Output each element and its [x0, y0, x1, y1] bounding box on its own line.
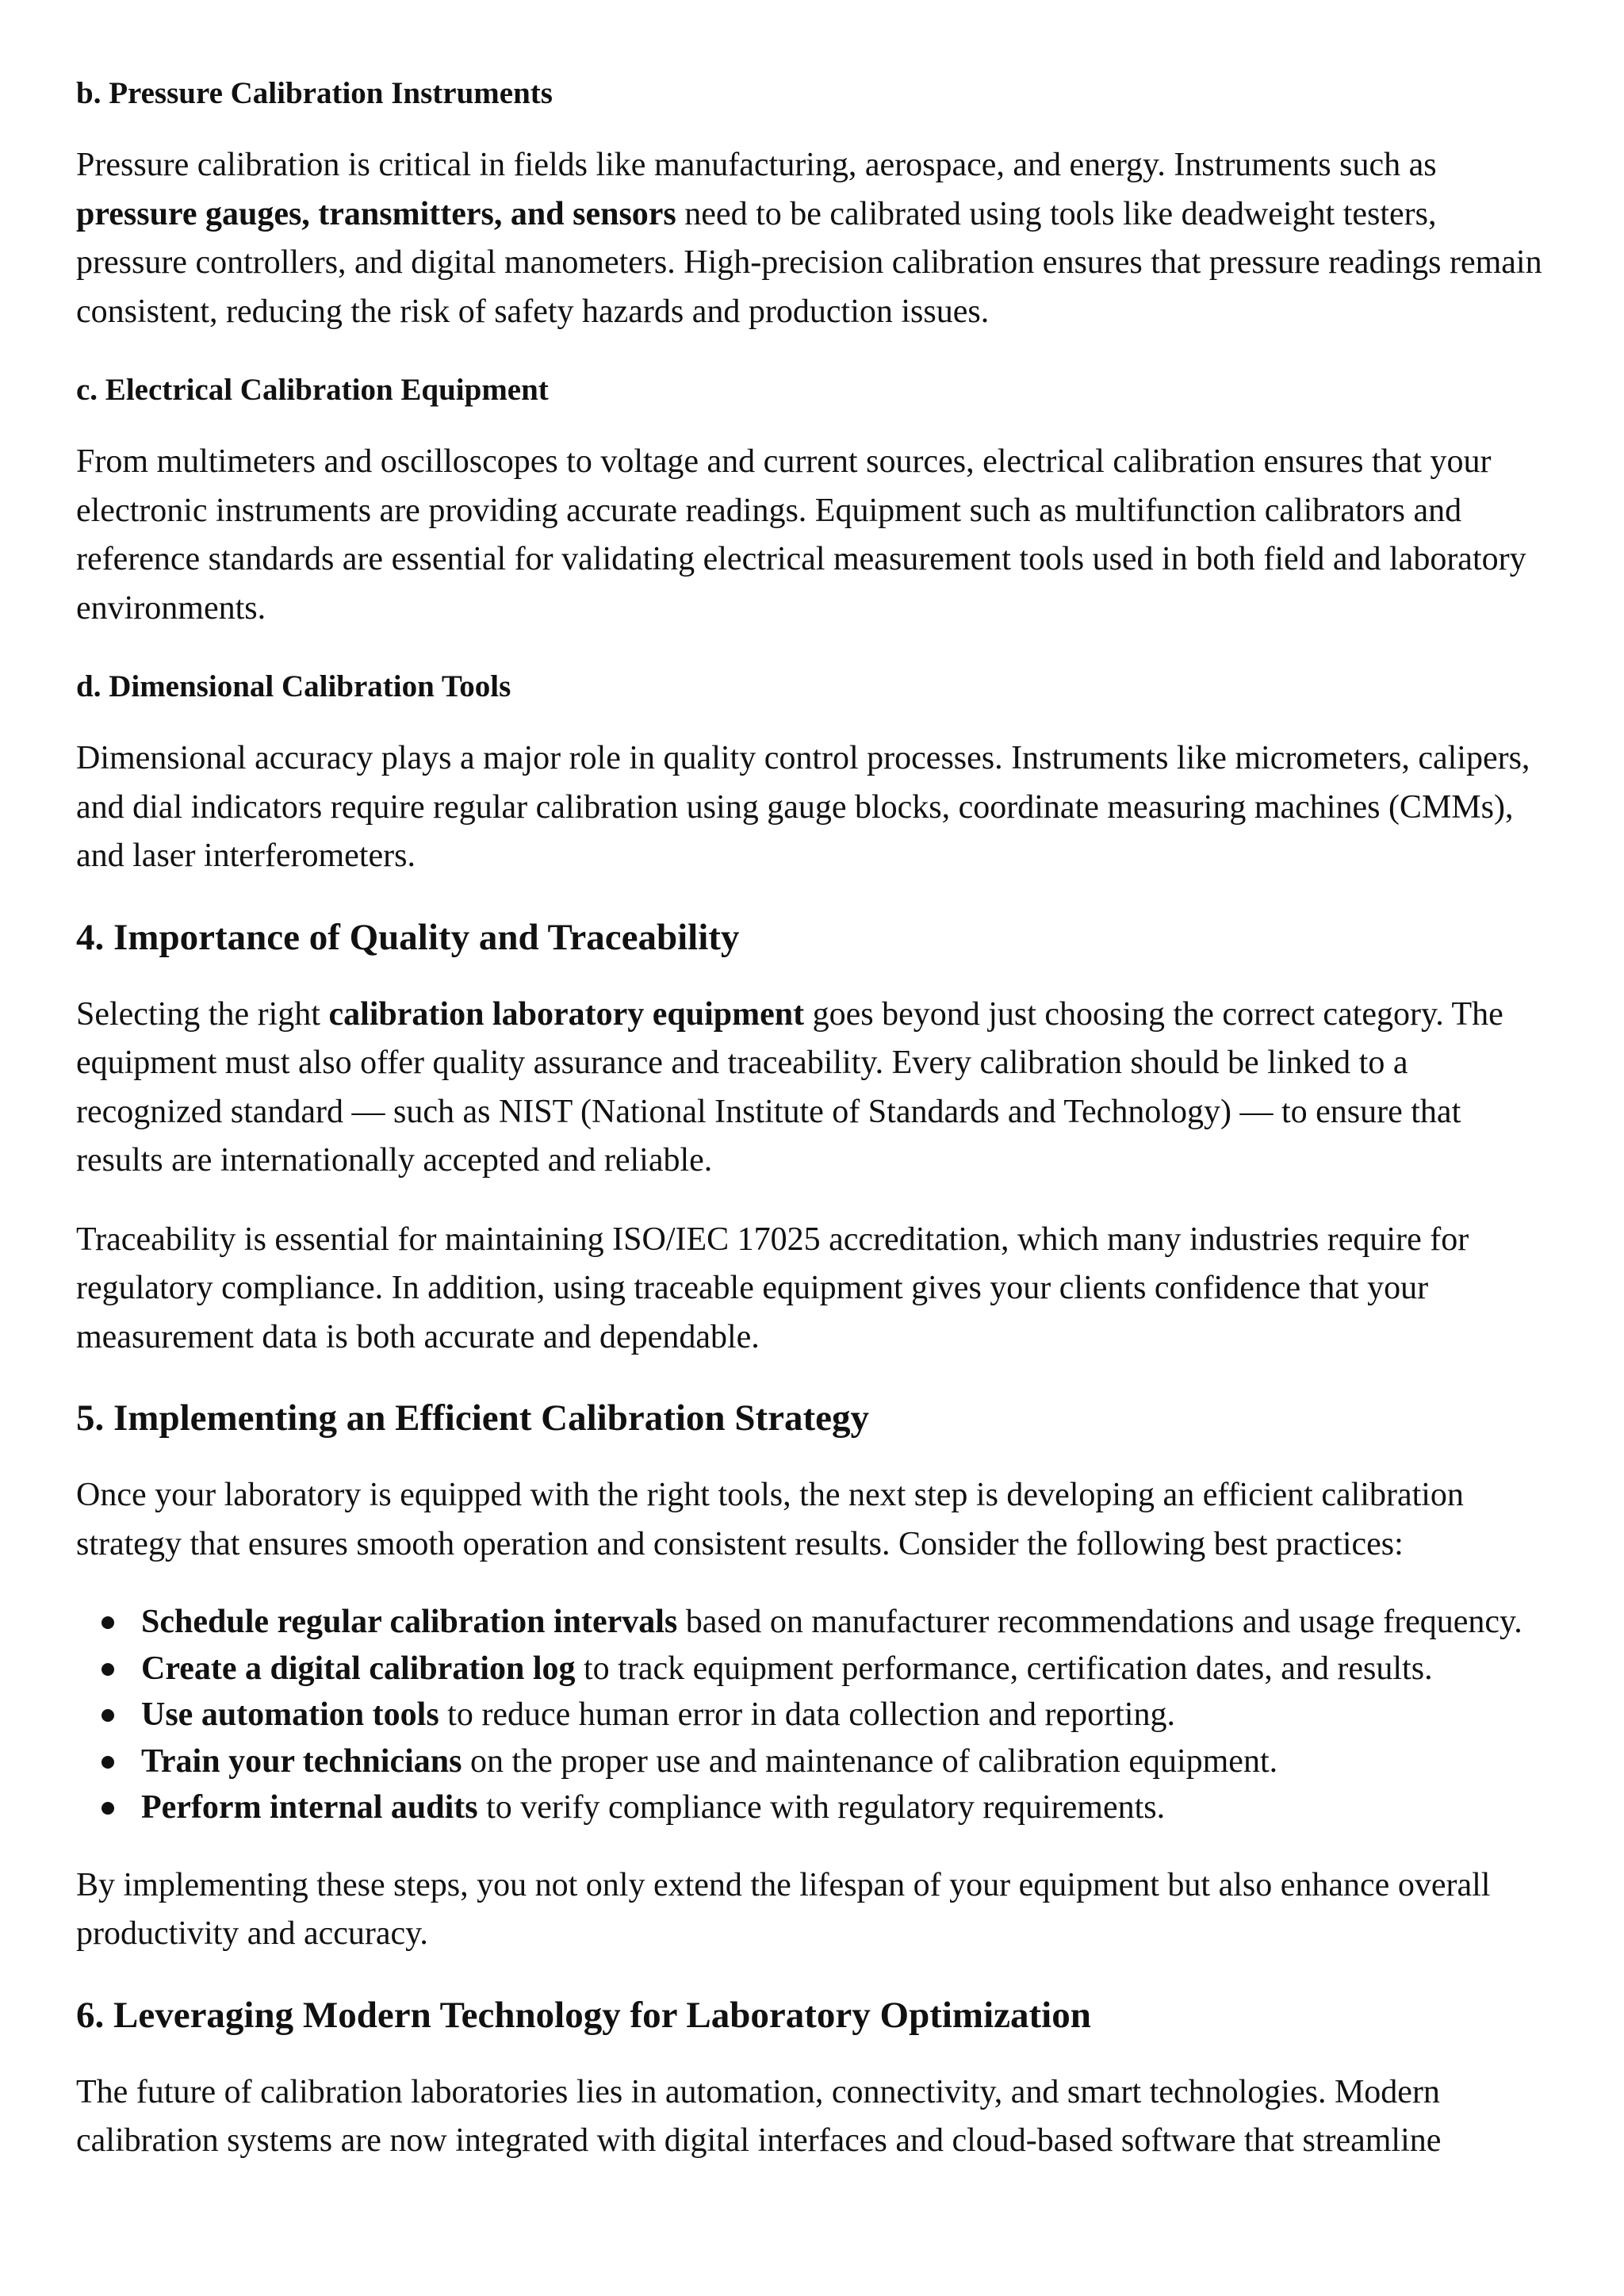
- bullet-icon: [102, 1616, 114, 1629]
- list-item: [141, 1784, 1548, 1831]
- text-span: on the proper use and maintenance of calibration equipment.: [462, 1742, 1278, 1780]
- bold-text: Use automation tools: [141, 1696, 439, 1733]
- text-span: goes beyond just choosing the correct category. The equipment must also offer quality assurance and traceability. Every calibration should be linked to a recognized standard — such as NIST (National Institute of Standards and Technology) — to ensure that results are internationally accepted and reliable.: [76, 995, 1503, 1179]
- bold-text: calibration laboratory equipment: [328, 995, 805, 1033]
- paragraph-dimensional-calibration: Dimensional accuracy plays a major role in quality control processes. Instruments like micrometers, calipers, and dial indicators require regular calibration using gauge blocks, coordinate measuring machines (CMMs), and laser interferometers.: [76, 740, 1530, 874]
- heading-calibration-strategy: 5. Implementing an Efficient Calibration Strategy: [76, 1397, 869, 1439]
- bold-text: Create a digital calibration log: [141, 1650, 576, 1687]
- bullet-icon: [102, 1709, 114, 1722]
- heading-dimensional-calibration: d. Dimensional Calibration Tools: [76, 669, 511, 703]
- paragraph-strategy-intro: Once your laboratory is equipped with the right tools, the next step is developing an efficient calibration strategy that ensures smooth operation and consistent results. Consider the following best practices:: [76, 1477, 1464, 1562]
- bullet-icon: [102, 1756, 114, 1769]
- text-span: based on manufacturer recommendations and usage frequency.: [677, 1604, 1522, 1640]
- text-span: to verify compliance with regulatory requirements.: [477, 1789, 1166, 1826]
- list-item: [141, 1599, 1548, 1646]
- best-practices-list: [76, 1599, 1548, 1831]
- paragraph-electrical-calibration: From multimeters and oscilloscopes to voltage and current sources, electrical calibration ensures that your electronic instruments are providing accurate readings. Equipment such as multifunction calibrators and reference standards are essential for validating electrical measurement tools used in both field and laboratory environments.: [76, 443, 1526, 627]
- bold-text: pressure gauges, transmitters, and sensors: [76, 195, 676, 232]
- bold-text: Perform internal audits: [141, 1789, 478, 1826]
- bullet-icon: [102, 1802, 114, 1815]
- text-span: need to be calibrated using tools like deadweight testers, pressure controllers, and digital manometers. High-precision calibration ensures that pressure readings remain consistent, reducing the risk of safety hazards and production issues.: [76, 195, 1542, 330]
- paragraph-strategy-outro: By implementing these steps, you not only extend the lifespan of your equipment but also enhance overall productivity and accuracy.: [76, 1866, 1491, 1952]
- bold-text: Train your technicians: [141, 1742, 462, 1780]
- text-span: to reduce human error in data collection and reporting.: [439, 1696, 1175, 1733]
- text-span: Pressure calibration is critical in fields like manufacturing, aerospace, and energy. Instruments such as: [76, 147, 1437, 183]
- heading-quality-traceability: 4. Importance of Quality and Traceability: [76, 916, 740, 958]
- text-span: Selecting the right: [76, 995, 329, 1033]
- bullet-icon: [102, 1663, 114, 1676]
- text-span: to track equipment performance, certification dates, and results.: [575, 1650, 1433, 1687]
- heading-pressure-calibration: b. Pressure Calibration Instruments: [76, 76, 553, 110]
- list-item: [141, 1738, 1548, 1785]
- list-item: [141, 1692, 1548, 1738]
- bold-text: Schedule regular calibration intervals: [141, 1604, 678, 1640]
- paragraph-pressure-calibration: [76, 141, 1548, 336]
- paragraph-modern-technology: The future of calibration laboratories lies in automation, connectivity, and smart technologies. Modern calibration systems are now integrated with digital interfaces and cloud-based software that streamline: [76, 2073, 1442, 2159]
- paragraph-quality-1: [76, 991, 1548, 1186]
- paragraph-quality-2: Traceability is essential for maintaining ISO/IEC 17025 accreditation, which many industries require for regulatory compliance. In addition, using traceable equipment gives your clients confidence that your measurement data is both accurate and dependable.: [76, 1221, 1469, 1355]
- list-item: [141, 1646, 1548, 1692]
- heading-modern-technology: 6. Leveraging Modern Technology for Laboratory Optimization: [76, 1994, 1091, 2036]
- heading-electrical-calibration: c. Electrical Calibration Equipment: [76, 373, 549, 407]
